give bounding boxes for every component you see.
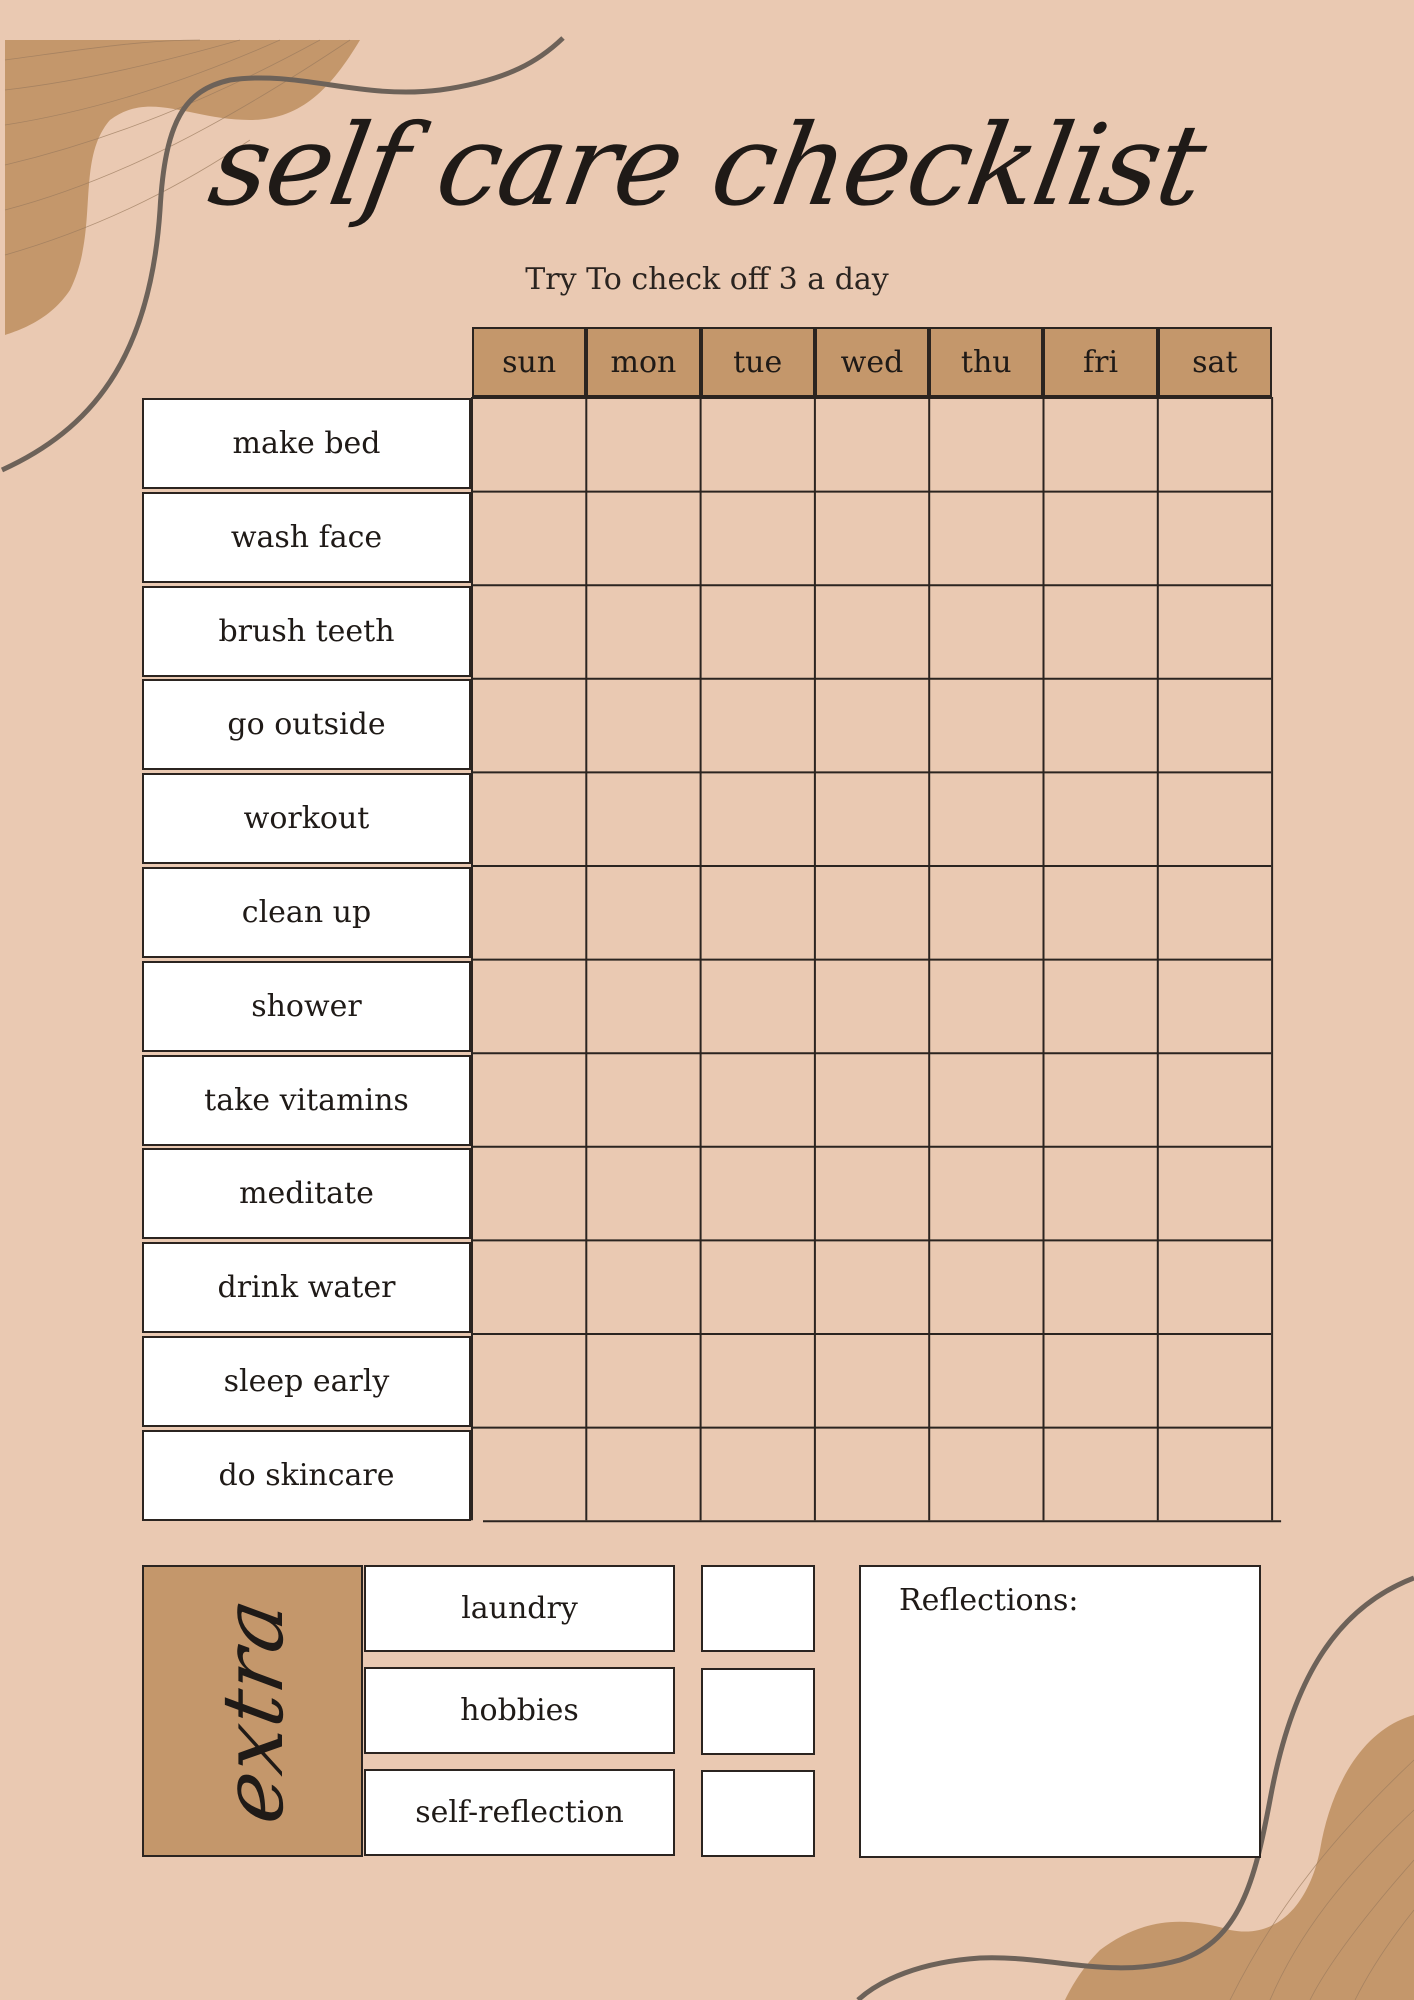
check-cell[interactable] bbox=[1045, 399, 1157, 491]
check-cell[interactable] bbox=[702, 1335, 814, 1427]
task-label: take vitamins bbox=[142, 1055, 471, 1146]
check-cell[interactable] bbox=[1159, 680, 1271, 772]
day-header-row bbox=[472, 327, 1272, 397]
reflections-box[interactable] bbox=[859, 1565, 1261, 1858]
check-cell[interactable] bbox=[473, 680, 585, 772]
reflections-label: Reflections: bbox=[899, 1583, 1079, 1618]
task-label: workout bbox=[142, 773, 471, 864]
check-cell[interactable] bbox=[816, 1054, 928, 1146]
task-label: go outside bbox=[142, 679, 471, 770]
check-cell[interactable] bbox=[702, 1054, 814, 1146]
check-cell[interactable] bbox=[816, 680, 928, 772]
check-cell[interactable] bbox=[930, 867, 1042, 959]
check-cell[interactable] bbox=[816, 1241, 928, 1333]
check-cell[interactable] bbox=[473, 586, 585, 678]
check-cell[interactable] bbox=[1045, 680, 1157, 772]
check-cell[interactable] bbox=[587, 680, 699, 772]
check-cell[interactable] bbox=[473, 399, 585, 491]
extra-item: laundry bbox=[364, 1565, 675, 1652]
check-cell[interactable] bbox=[930, 493, 1042, 585]
task-list bbox=[142, 398, 471, 1524]
check-cell[interactable] bbox=[1045, 1054, 1157, 1146]
day-header-wed: wed bbox=[815, 327, 929, 397]
extra-item: hobbies bbox=[364, 1667, 675, 1754]
check-cell[interactable] bbox=[702, 867, 814, 959]
extra-checkbox[interactable] bbox=[701, 1770, 815, 1857]
check-cell[interactable] bbox=[816, 586, 928, 678]
check-cell[interactable] bbox=[930, 586, 1042, 678]
task-label: clean up bbox=[142, 867, 471, 958]
day-header-tue: tue bbox=[701, 327, 815, 397]
day-header-sat: sat bbox=[1158, 327, 1272, 397]
check-cell[interactable] bbox=[1045, 1335, 1157, 1427]
check-cell[interactable] bbox=[816, 493, 928, 585]
check-cell[interactable] bbox=[816, 1335, 928, 1427]
check-cell[interactable] bbox=[930, 961, 1042, 1053]
check-cell[interactable] bbox=[1159, 1429, 1271, 1521]
check-cell[interactable] bbox=[1045, 867, 1157, 959]
extra-item: self-reflection bbox=[364, 1769, 675, 1856]
extra-checkbox[interactable] bbox=[701, 1565, 815, 1652]
check-cell[interactable] bbox=[473, 1148, 585, 1240]
check-cell[interactable] bbox=[1159, 867, 1271, 959]
checklist-grid bbox=[471, 397, 1283, 1532]
check-cell[interactable] bbox=[930, 399, 1042, 491]
check-cell[interactable] bbox=[702, 773, 814, 865]
check-cell[interactable] bbox=[473, 1335, 585, 1427]
check-cell[interactable] bbox=[1159, 1054, 1271, 1146]
check-cell[interactable] bbox=[816, 773, 928, 865]
check-cell[interactable] bbox=[587, 493, 699, 585]
extra-title: extra bbox=[203, 1591, 302, 1831]
check-cell[interactable] bbox=[587, 1429, 699, 1521]
page-subtitle: Try To check off 3 a day bbox=[525, 262, 889, 297]
check-cell[interactable] bbox=[702, 1148, 814, 1240]
task-label: meditate bbox=[142, 1148, 471, 1239]
day-header-fri: fri bbox=[1043, 327, 1157, 397]
check-cell[interactable] bbox=[473, 1241, 585, 1333]
check-cell[interactable] bbox=[702, 586, 814, 678]
check-cell[interactable] bbox=[702, 680, 814, 772]
check-cell[interactable] bbox=[587, 773, 699, 865]
check-cell[interactable] bbox=[1045, 961, 1157, 1053]
check-cell[interactable] bbox=[1045, 586, 1157, 678]
check-cell[interactable] bbox=[930, 1241, 1042, 1333]
check-cell[interactable] bbox=[473, 1429, 585, 1521]
task-label: sleep early bbox=[142, 1336, 471, 1427]
task-label: shower bbox=[142, 961, 471, 1052]
check-cell[interactable] bbox=[1045, 1429, 1157, 1521]
check-cell[interactable] bbox=[587, 867, 699, 959]
check-cell[interactable] bbox=[930, 773, 1042, 865]
check-cell[interactable] bbox=[1159, 1241, 1271, 1333]
check-cell[interactable] bbox=[587, 1148, 699, 1240]
check-cell[interactable] bbox=[587, 399, 699, 491]
task-label: wash face bbox=[142, 492, 471, 583]
task-label: brush teeth bbox=[142, 586, 471, 677]
check-cell[interactable] bbox=[1159, 961, 1271, 1053]
check-cell[interactable] bbox=[930, 1148, 1042, 1240]
page-title: self care checklist bbox=[200, 101, 1214, 231]
task-label: do skincare bbox=[142, 1430, 471, 1521]
check-cell[interactable] bbox=[1045, 493, 1157, 585]
check-cell[interactable] bbox=[702, 1429, 814, 1521]
check-cell[interactable] bbox=[473, 1054, 585, 1146]
check-cell[interactable] bbox=[1045, 773, 1157, 865]
check-cell[interactable] bbox=[587, 1335, 699, 1427]
check-cell[interactable] bbox=[930, 1335, 1042, 1427]
check-cell[interactable] bbox=[816, 1148, 928, 1240]
check-cell[interactable] bbox=[930, 680, 1042, 772]
check-cell[interactable] bbox=[473, 961, 585, 1053]
check-cell[interactable] bbox=[1159, 399, 1271, 491]
check-cell[interactable] bbox=[816, 867, 928, 959]
check-cell[interactable] bbox=[473, 867, 585, 959]
day-header-thu: thu bbox=[929, 327, 1043, 397]
extra-checkbox[interactable] bbox=[701, 1668, 815, 1755]
check-cell[interactable] bbox=[1045, 1241, 1157, 1333]
check-cell[interactable] bbox=[702, 961, 814, 1053]
task-label: drink water bbox=[142, 1242, 471, 1333]
day-header-sun: sun bbox=[472, 327, 586, 397]
check-cell[interactable] bbox=[1159, 1148, 1271, 1240]
check-cell[interactable] bbox=[816, 399, 928, 491]
check-cell[interactable] bbox=[702, 1241, 814, 1333]
check-cell[interactable] bbox=[587, 1241, 699, 1333]
check-cell[interactable] bbox=[1045, 1148, 1157, 1240]
check-cell[interactable] bbox=[702, 493, 814, 585]
check-cell[interactable] bbox=[473, 493, 585, 585]
check-cell[interactable] bbox=[473, 773, 585, 865]
extra-panel bbox=[142, 1565, 363, 1857]
check-cell[interactable] bbox=[1159, 493, 1271, 585]
task-label: make bed bbox=[142, 398, 471, 489]
check-cell[interactable] bbox=[1159, 1335, 1271, 1427]
check-cell[interactable] bbox=[587, 586, 699, 678]
check-cell[interactable] bbox=[930, 1429, 1042, 1521]
check-cell[interactable] bbox=[816, 1429, 928, 1521]
check-cell[interactable] bbox=[587, 1054, 699, 1146]
check-cell[interactable] bbox=[816, 961, 928, 1053]
check-cell[interactable] bbox=[702, 399, 814, 491]
check-cell[interactable] bbox=[1159, 586, 1271, 678]
day-header-mon: mon bbox=[586, 327, 700, 397]
check-cell[interactable] bbox=[930, 1054, 1042, 1146]
check-cell[interactable] bbox=[1159, 773, 1271, 865]
check-cell[interactable] bbox=[587, 961, 699, 1053]
